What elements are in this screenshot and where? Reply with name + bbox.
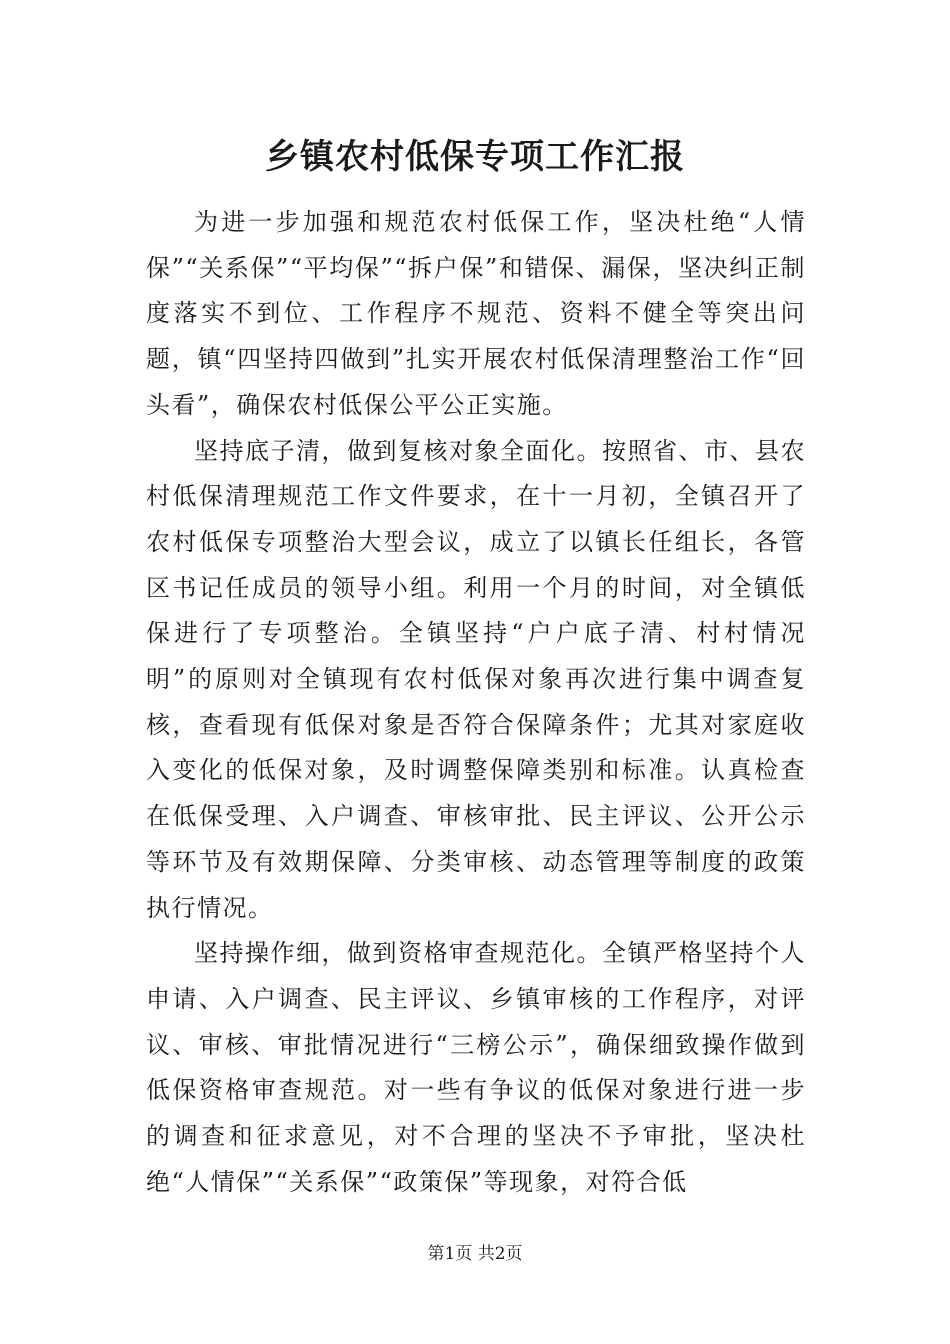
- paragraph-intro: 为进一步加强和规范农村低保工作，坚决杜绝“人情保”“关系保”“平均保”“拆户保”和错保、漏保，坚决纠正制度落实不到位、工作程序不规范、资料不健全等突出问题，镇“四坚持四做到”扎实开展农村低保清理整治工作“回头看”，确保农村低保公平公正实施。: [146, 208, 806, 419]
- page-number-footer: 第1页 共2页: [427, 1244, 523, 1264]
- paragraph-fine-operation: 坚持操作细，做到资格审查规范化。全镇严格坚持个人申请、入户调查、民主评议、乡镇审核的工作程序，对评议、审核、审批情况进行“三榜公示”，确保细致操作做到低保资格审查规范。对一些有争议的低保对象进行进一步的调查和征求意见，对不合理的坚决不予审批，坚决杜绝“人情保”“关系保”“政策保”等现象，对符合低: [146, 939, 806, 1196]
- document-body: [146, 200, 806, 1205]
- document-title: 乡镇农村低保专项工作汇报: [265, 137, 685, 177]
- paragraph-clear-base: 坚持底子清，做到复核对象全面化。按照省、市、县农村低保清理规范工作文件要求，在十一月初，全镇召开了农村低保专项整治大型会议，成立了以镇长任组长，各管区书记任成员的领导小组。利用一个月的时间，对全镇低保进行了专项整治。全镇坚持“户户底子清、村村情况明”的原则对全镇现有农村低保对象再次进行集中调查复核，查看现有低保对象是否符合保障条件；尤其对家庭收入变化的低保对象，及时调整保障类别和标准。认真检查在低保受理、入户调查、审核审批、民主评议、公开公示等环节及有效期保障、分类审核、动态管理等制度的政策执行情况。: [146, 436, 806, 922]
